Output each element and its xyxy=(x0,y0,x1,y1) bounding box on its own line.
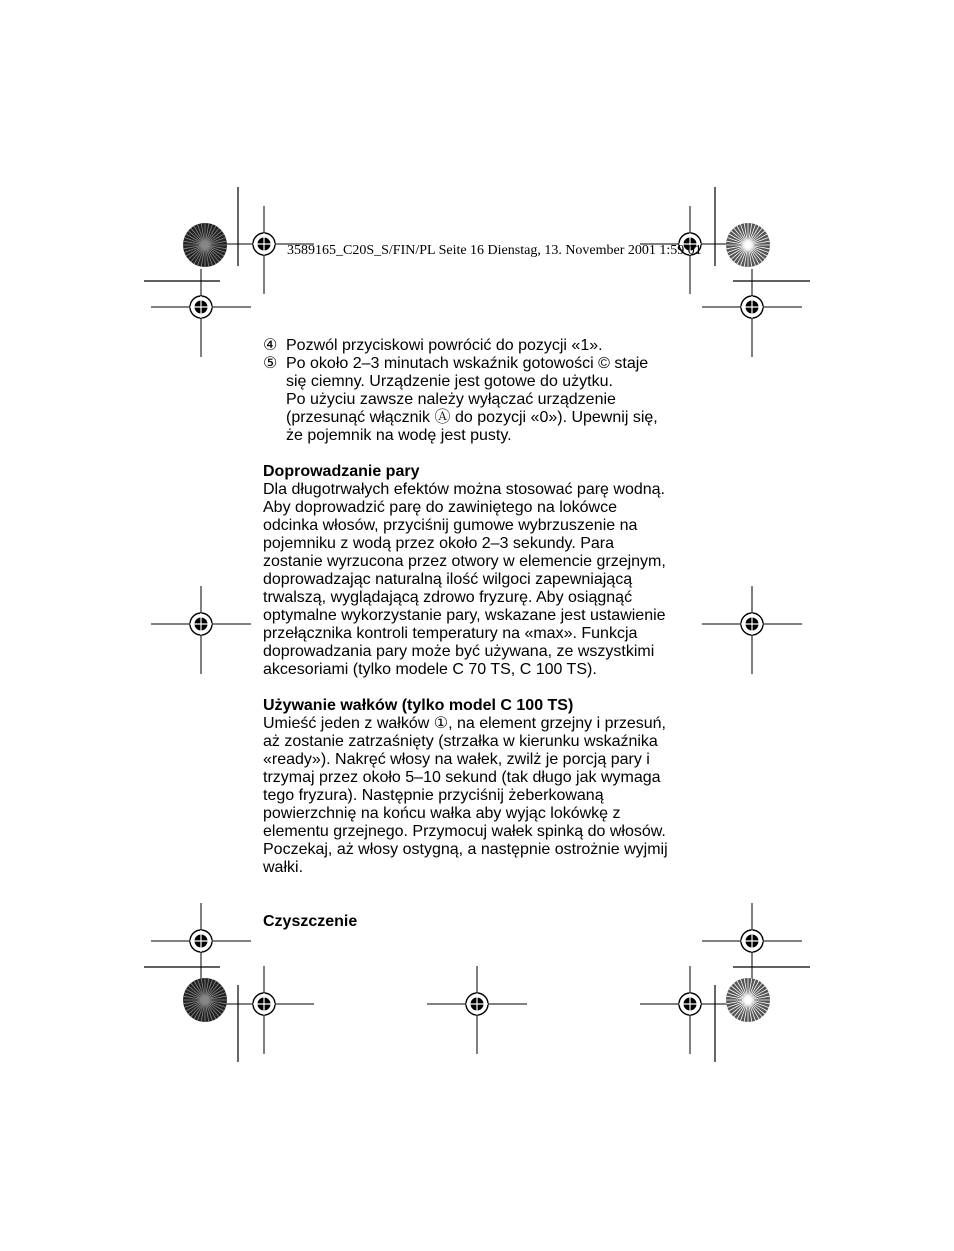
text-line: (przesunąć włącznik Ⓐ do pozycji «0»). Upewnij się, xyxy=(286,409,658,426)
text-line: pojemniku z wodą przez około 2–3 sekundy. Para xyxy=(263,535,615,552)
section-heading: Czyszczenie xyxy=(263,913,358,930)
section-steam xyxy=(263,463,693,679)
step-text xyxy=(286,337,693,355)
registration-crosshair-icon xyxy=(427,966,527,1054)
section-paragraph xyxy=(263,481,693,679)
text-line: wałki. xyxy=(263,859,304,876)
registration-starburst-icon xyxy=(726,978,770,1022)
text-line: doprowadzania pary może być używana, ze wszystkimi xyxy=(263,643,655,660)
registration-crosshair-icon xyxy=(214,966,314,1054)
registration-crosshair-icon xyxy=(702,269,802,357)
registration-crosshair-icon xyxy=(702,586,802,674)
step-number: ⑤ xyxy=(263,355,278,372)
section-cleaning xyxy=(263,913,693,931)
text-line: Dla długotrwałych efektów można stosować parę wodną. xyxy=(263,481,665,498)
text-line: tego fryzura). Następnie przyciśnij żeberkowaną xyxy=(263,787,604,804)
text-line: aż zostanie zatrzaśnięty (strzałka w kierunku wskaźnika xyxy=(263,733,658,750)
registration-crosshair-icon xyxy=(640,966,740,1054)
text-line: Po około 2–3 minutach wskaźnik gotowości © staje xyxy=(286,355,649,372)
text-line: Umieść jeden z wałków ①, na element grzejny i przesuń, xyxy=(263,715,666,732)
text-line: «ready»). Nakręć włosy na wałek, zwilż je porcją pary i xyxy=(263,751,650,768)
section-heading: Doprowadzanie pary xyxy=(263,463,420,480)
registration-crosshair-icon xyxy=(151,586,251,674)
instruction-step xyxy=(263,337,693,355)
text-line: akcesoriami (tylko modele C 70 TS, C 100 TS). xyxy=(263,661,597,678)
page-content xyxy=(263,337,693,931)
step-text xyxy=(286,355,693,445)
text-line: powierzchnię na końcu wałka aby wyjąc lokówkę z xyxy=(263,805,621,822)
registration-crosshair-icon xyxy=(702,903,802,991)
text-line: że pojemnik na wodę jest pusty. xyxy=(286,427,512,444)
registration-starburst-icon xyxy=(183,223,227,267)
print-slug: 3589165_C20S_S/FIN/PL Seite 16 Dienstag, 13. November 2001 1:59 01 xyxy=(287,243,702,258)
section-rollers xyxy=(263,697,693,877)
registration-crosshair-icon xyxy=(151,903,251,991)
text-line: optymalne wykorzystanie pary, wskazane jest ustawienie xyxy=(263,607,666,624)
text-line: się ciemny. Urządzenie jest gotowe do użytku. xyxy=(286,373,613,390)
text-line: elementu grzejnego. Przymocuj wałek spinką do włosów. xyxy=(263,823,666,840)
text-line: trwalszą, wyglądającą zdrowo fryzurę. Aby osiągnąć xyxy=(263,589,633,606)
section-heading: Używanie wałków (tylko model C 100 TS) xyxy=(263,697,574,714)
text-line: odcinka włosów, przyciśnij gumowe wybrzuszenie na xyxy=(263,517,638,534)
text-line: Aby doprowadzić parę do zawiniętego na lokówce xyxy=(263,499,617,516)
text-line: trzymaj przez około 5–10 sekund (tak długo jak wymaga xyxy=(263,769,661,786)
text-line: Pozwól przyciskowi powrócić do pozycji «1». xyxy=(286,337,603,354)
step-number: ④ xyxy=(263,337,278,354)
section-paragraph xyxy=(263,715,693,877)
text-line: doprowadzając naturalną ilość wilgoci zapewniającą xyxy=(263,571,633,588)
text-line: Poczekaj, aż włosy ostygną, a następnie ostrożnie wyjmij xyxy=(263,841,668,858)
text-line: przełącznika kontroli temperatury na «max». Funkcja xyxy=(263,625,638,642)
text-line: zostanie wyrzucona przez otwory w elemencie grzejnym, xyxy=(263,553,666,570)
instruction-step xyxy=(263,355,693,445)
registration-starburst-icon xyxy=(183,978,227,1022)
text-line: Po użyciu zawsze należy wyłączać urządzenie xyxy=(286,391,616,408)
registration-crosshair-icon xyxy=(151,269,251,357)
registration-starburst-icon xyxy=(726,223,770,267)
